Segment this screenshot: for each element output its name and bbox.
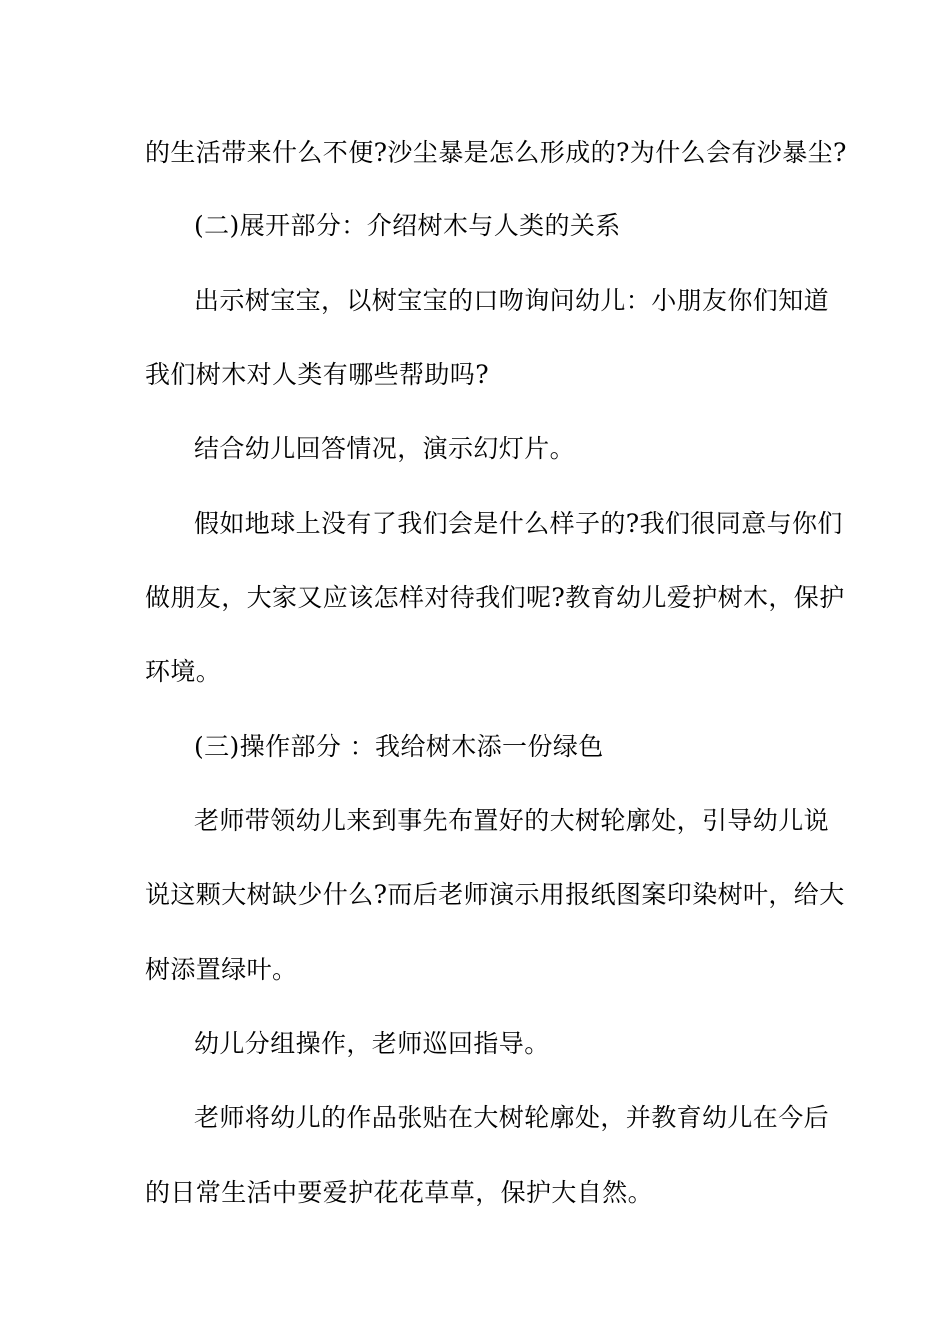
text-line-4: 我们树木对人类有哪些帮助吗? bbox=[145, 360, 490, 389]
section-heading-2: (二)展开部分：介绍树木与人类的关系 bbox=[194, 211, 621, 240]
text-line-5: 结合幼儿回答情况，演示幻灯片。 bbox=[194, 434, 576, 463]
text-line-15: 的日常生活中要爱护花花草草，保护大自然。 bbox=[145, 1178, 654, 1207]
text-line-11: 说这颗大树缺少什么?而后老师演示用报纸图案印染树叶，给大 bbox=[145, 880, 845, 909]
section-heading-3: (三)操作部分 ：我给树木添一份绿色 bbox=[194, 732, 604, 761]
text-line-10: 老师带领幼儿来到事先布置好的大树轮廓处，引导幼儿说 bbox=[194, 806, 830, 835]
text-line-14: 老师将幼儿的作品张贴在大树轮廓处，并教育幼儿在今后 bbox=[194, 1103, 830, 1132]
text-line-3: 出示树宝宝，以树宝宝的口吻询问幼儿：小朋友你们知道 bbox=[194, 286, 830, 315]
text-line-7: 做朋友，大家又应该怎样对待我们呢?教育幼儿爱护树木，保护 bbox=[145, 583, 845, 612]
text-line-12: 树添置绿叶。 bbox=[145, 955, 298, 984]
text-line-13: 幼儿分组操作，老师巡回指导。 bbox=[194, 1029, 550, 1058]
text-line-1: 的生活带来什么不便?沙尘暴是怎么形成的?为什么会有沙暴尘? bbox=[145, 138, 847, 167]
text-line-8: 环境。 bbox=[145, 657, 222, 686]
text-line-6: 假如地球上没有了我们会是什么样子的?我们很同意与你们 bbox=[194, 509, 843, 538]
